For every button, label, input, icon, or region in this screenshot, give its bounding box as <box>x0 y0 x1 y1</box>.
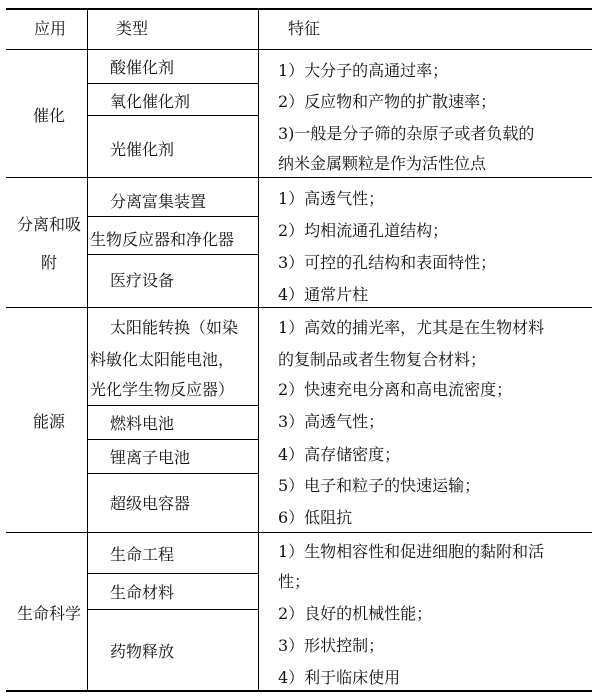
type-cell: 料敏化太阳能电池， <box>90 350 235 369</box>
table-bottom-rule <box>6 690 592 692</box>
type-cell: 光化学生物反应器） <box>90 380 235 399</box>
feature-line: 性； <box>278 572 311 591</box>
type-cell: 医疗设备 <box>110 271 175 290</box>
type-row-rule <box>87 115 259 116</box>
header-type: 类型 <box>116 19 149 38</box>
type-row-rule <box>87 439 259 440</box>
type-cell: 生命工程 <box>110 545 175 564</box>
type-cell: 生物反应器和净化器 <box>90 230 235 249</box>
type-cell: 分离富集装置 <box>110 192 207 211</box>
column-divider <box>258 8 259 692</box>
type-row-rule <box>87 216 259 217</box>
application-cell: 附 <box>40 253 57 272</box>
header-feature: 特征 <box>288 19 321 38</box>
application-cell: 生命科学 <box>16 604 81 623</box>
application-cell: 催化 <box>32 106 65 125</box>
group-rule <box>6 177 592 178</box>
feature-line: 的复制品或者生物复合材料； <box>278 350 487 369</box>
feature-line: 1）大分子的高通过率； <box>278 61 449 80</box>
feature-line: 2）良好的机械性能； <box>278 604 433 623</box>
type-cell: 药物释放 <box>110 642 175 661</box>
header-application: 应用 <box>34 19 67 38</box>
type-row-rule <box>87 473 259 474</box>
group-rule <box>6 307 592 308</box>
feature-line: 3）可控的孔结构和表面特性； <box>278 253 497 272</box>
type-cell: 光催化剂 <box>110 140 175 159</box>
type-cell: 酸催化剂 <box>110 58 175 77</box>
type-cell: 超级电容器 <box>110 494 191 513</box>
feature-line: 4）高存储密度； <box>278 445 401 464</box>
application-cell: 分离和吸 <box>16 215 81 234</box>
type-cell: 燃料电池 <box>110 414 175 433</box>
feature-line: 纳米金属颗粒是作为活性位点 <box>278 154 487 173</box>
type-cell: 氧化催化剂 <box>110 92 191 111</box>
feature-line: 4）通常片柱 <box>278 285 369 304</box>
type-row-rule <box>87 573 259 574</box>
property-table <box>6 8 592 692</box>
group-rule <box>6 532 592 533</box>
feature-line: 3)一般是分子筛的杂原子或者负载的 <box>278 124 535 143</box>
application-cell: 能源 <box>32 412 65 431</box>
type-cell: 生命材料 <box>110 583 175 602</box>
feature-line: 1）高效的捕光率，尤其是在生物材料 <box>278 318 545 337</box>
table-top-rule <box>6 8 592 10</box>
feature-line: 3）形状控制； <box>278 636 385 655</box>
type-row-rule <box>87 405 259 406</box>
feature-line: 2）反应物和产物的扩散速率； <box>278 92 497 111</box>
type-cell: 太阳能转换（如染 <box>110 318 239 337</box>
type-row-rule <box>87 254 259 255</box>
feature-line: 2）快速充电分离和高电流密度； <box>278 380 513 399</box>
feature-line: 5）电子和粒子的快速运输； <box>278 476 481 495</box>
feature-line: 1）生物相容性和促进细胞的黏附和活 <box>278 542 545 561</box>
feature-line: 2）均相流通孔道结构； <box>278 221 449 240</box>
type-row-rule <box>87 83 259 84</box>
feature-line: 3）高透气性； <box>278 412 385 431</box>
type-cell: 锂离子电池 <box>110 448 191 467</box>
feature-line: 1）高透气性； <box>278 189 385 208</box>
type-row-rule <box>87 609 259 610</box>
header-rule <box>6 49 592 50</box>
feature-line: 4）利于临床使用 <box>278 668 401 687</box>
feature-line: 6）低阻抗 <box>278 508 353 527</box>
